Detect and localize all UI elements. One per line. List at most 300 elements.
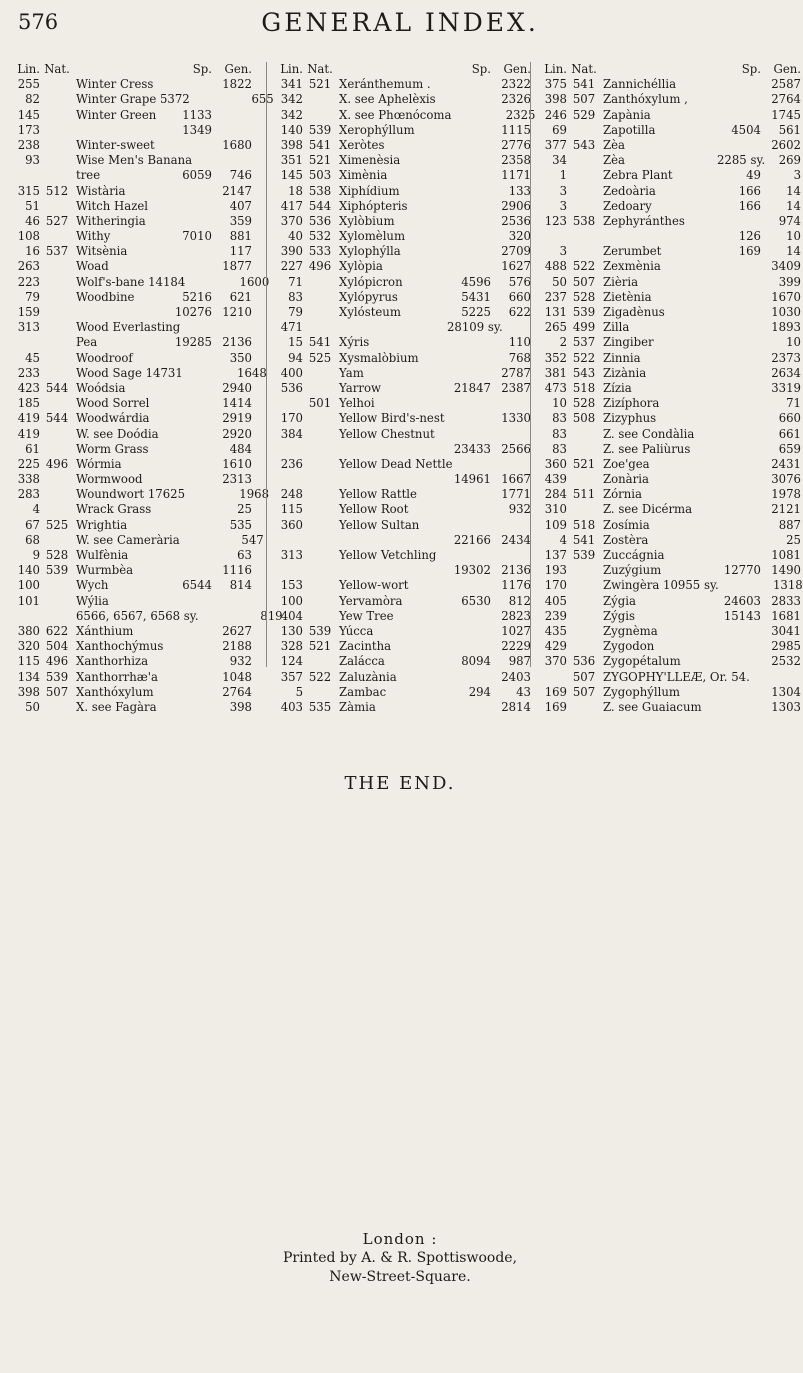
- entry-gen: 2121: [771, 502, 801, 517]
- entry-name: Zebra Plant: [603, 168, 673, 183]
- index-entry: [10, 305, 252, 320]
- entry-lin: 16: [25, 244, 40, 259]
- entry-name: Yellow Chestnut: [339, 426, 435, 441]
- entry-name: Xeránthemum .: [339, 77, 431, 92]
- entry-gen: 2634: [771, 365, 801, 380]
- index-entry: [537, 518, 801, 533]
- entry-gen: 2919: [222, 411, 252, 426]
- entry-lin: 169: [544, 699, 567, 714]
- entry-nat: 543: [572, 365, 596, 380]
- entry-lin: 18: [288, 183, 303, 198]
- entry-name: Zacintha: [339, 639, 392, 654]
- index-entry: [10, 290, 252, 305]
- entry-sp: 8094: [461, 654, 491, 669]
- index-entry: [273, 594, 531, 609]
- entry-name: Zonària: [603, 472, 649, 487]
- index-entry: [273, 685, 531, 700]
- index-entry: [273, 624, 531, 639]
- entry-lin: 223: [17, 274, 40, 289]
- entry-gen: 25: [237, 502, 252, 517]
- entry-lin: 381: [544, 365, 567, 380]
- entry-name: Wolf's-bane 14184: [76, 274, 186, 289]
- entry-nat: 521: [572, 456, 596, 471]
- index-entry: [273, 670, 531, 685]
- index-entry: [10, 578, 252, 593]
- index-entry: [10, 427, 252, 442]
- imprint-city: London :: [362, 1230, 438, 1248]
- index-entry: [10, 518, 252, 533]
- entry-name: Zietènia: [603, 289, 652, 304]
- index-entry: [537, 123, 801, 138]
- entry-gen: 1822: [222, 77, 252, 92]
- column-header: [537, 62, 801, 77]
- entry-lin: 68: [25, 532, 40, 547]
- entry-gen: 1680: [222, 137, 252, 152]
- entry-gen: 814: [229, 578, 252, 593]
- entry-lin: 124: [280, 654, 303, 669]
- entry-lin: 4: [32, 502, 40, 517]
- index-entry: [10, 457, 252, 472]
- entry-name: Ximenèsia: [339, 153, 401, 168]
- entry-name: Yew Tree: [339, 608, 394, 623]
- entry-gen: 1030: [771, 305, 801, 319]
- entry-lin: 328: [280, 639, 303, 654]
- entry-name: X. see Fagàra: [76, 699, 157, 714]
- entry-sp: 22166: [453, 532, 491, 547]
- entry-lin: 61: [25, 441, 40, 456]
- entry-gen: 1771: [501, 487, 531, 502]
- entry-name: Wood Everlasting: [76, 320, 181, 335]
- entry-nat: 507: [572, 92, 596, 107]
- index-entry: [273, 366, 531, 381]
- entry-lin: 255: [17, 77, 40, 92]
- entry-gen: 661: [778, 426, 801, 441]
- index-entry: [273, 335, 531, 350]
- index-entry: [10, 229, 252, 244]
- index-entry: [537, 335, 801, 350]
- entry-nat: 541: [572, 532, 596, 547]
- entry-name: Z. see Condàlia: [603, 426, 695, 441]
- index-entry: [10, 502, 252, 517]
- entry-sp: 7010: [182, 229, 212, 244]
- entry-gen: 2403: [501, 669, 531, 684]
- entry-lin: 417: [280, 198, 303, 213]
- entry-name: Xysmalòbium: [339, 350, 419, 365]
- entry-lin: 115: [280, 502, 303, 517]
- entry-name: Xanthóxylum: [76, 684, 154, 699]
- entry-name: Xiphídium: [339, 183, 400, 198]
- entry-lin: 342: [280, 92, 303, 107]
- index-entry: [537, 442, 801, 457]
- index-entry: [273, 411, 531, 426]
- entry-sp: 6059: [182, 168, 212, 183]
- index-entry: [273, 77, 531, 92]
- entry-gen: 484: [229, 441, 252, 456]
- entry-lin: 313: [17, 320, 40, 335]
- entry-gen: 1330: [501, 411, 531, 426]
- entry-gen: 2823: [501, 608, 531, 623]
- entry-lin: 3: [559, 244, 567, 259]
- entry-sp: 2285 sy.: [717, 153, 766, 168]
- entry-nat: 503: [308, 168, 332, 183]
- entry-lin: 338: [17, 472, 40, 487]
- entry-gen: 1610: [222, 456, 252, 471]
- entry-name: Wórmia: [76, 456, 122, 471]
- entry-gen: 1176: [501, 578, 531, 593]
- entry-nat: 501: [308, 396, 332, 411]
- entry-name: Yervamòra: [339, 593, 403, 608]
- entry-nat: 529: [572, 107, 596, 122]
- index-entry: [10, 335, 252, 350]
- entry-nat: 543: [572, 137, 596, 152]
- header-sp: Sp.: [471, 62, 491, 76]
- entry-gen: 621: [229, 289, 252, 304]
- entry-lin: 170: [544, 578, 567, 593]
- entry-lin: 352: [544, 350, 567, 365]
- column-header: [273, 62, 531, 77]
- entry-name: Zygopétalum: [603, 654, 681, 669]
- entry-lin: 15: [288, 335, 303, 350]
- index-entry: [273, 563, 531, 578]
- index-entry: [537, 381, 801, 396]
- index-entry: [10, 153, 252, 168]
- index-entry: [537, 366, 801, 381]
- entry-name: W. see Camerària: [76, 532, 180, 547]
- entry-gen: 659: [778, 441, 801, 456]
- entry-name: Zedoària: [603, 183, 656, 198]
- entry-lin: 248: [280, 487, 303, 502]
- entry-nat: 536: [308, 213, 332, 228]
- entry-gen: 110: [508, 335, 531, 350]
- index-column-2: [266, 62, 536, 714]
- index-entry: [273, 184, 531, 199]
- entry-nat: 537: [572, 335, 596, 350]
- index-entry: [537, 184, 801, 199]
- entry-lin: 40: [288, 229, 303, 244]
- entry-lin: 2: [559, 335, 567, 350]
- entry-gen: 746: [229, 168, 252, 183]
- entry-gen: 3409: [771, 259, 801, 274]
- the-end: THE END.: [344, 773, 456, 794]
- entry-name: Z. see Dicérma: [603, 502, 693, 517]
- entry-lin: 153: [280, 578, 303, 593]
- index-entry: [273, 457, 531, 472]
- entry-sp: 4596: [461, 274, 491, 289]
- entry-gen: 547: [241, 532, 264, 547]
- index-entry: [10, 548, 252, 563]
- index-entry: [273, 259, 531, 274]
- index-entry: [273, 305, 531, 320]
- entry-gen: 10: [786, 229, 801, 244]
- entry-lin: 145: [17, 107, 40, 122]
- entry-gen: 1490: [771, 563, 801, 578]
- entry-nat: 532: [308, 229, 332, 244]
- entry-lin: 239: [544, 608, 567, 623]
- entry-lin: 34: [552, 153, 567, 168]
- index-entry: [273, 153, 531, 168]
- header-gen: Gen.: [224, 62, 252, 76]
- entry-sp: 23433: [453, 441, 491, 456]
- index-entry: [537, 670, 801, 685]
- header-lin: Lin.: [280, 62, 303, 76]
- index-entry: [537, 168, 801, 183]
- entry-name: Zièria: [603, 274, 639, 289]
- entry-gen: 2136: [501, 563, 531, 578]
- entry-nat: 507: [572, 274, 596, 289]
- entry-name: Wrack Grass: [76, 502, 152, 517]
- header-nat: Nat.: [571, 62, 597, 76]
- index-entry: [10, 108, 252, 123]
- entry-nat: 544: [45, 411, 69, 426]
- entry-name: Zuzýgium: [603, 563, 662, 578]
- index-entry: [273, 487, 531, 502]
- entry-name: Zízia: [603, 380, 632, 395]
- entry-name: Witch Hazel: [76, 198, 149, 213]
- entry-lin: 238: [17, 137, 40, 152]
- entry-sp: 10276: [174, 305, 212, 319]
- entry-name: Zapània: [603, 107, 651, 122]
- index-entry: [10, 487, 270, 502]
- entry-lin: 137: [544, 548, 567, 562]
- entry-lin: 398: [280, 137, 303, 152]
- entry-gen: 399: [778, 274, 801, 289]
- header-lin: Lin.: [17, 62, 40, 76]
- index-entry: [537, 563, 801, 578]
- entry-nat: 496: [45, 456, 69, 471]
- entry-gen: 3319: [771, 380, 801, 395]
- entry-gen: 2764: [222, 684, 252, 699]
- index-entry: [273, 123, 531, 138]
- index-entry: [537, 594, 801, 609]
- entry-lin: 357: [280, 669, 303, 684]
- entry-gen: 660: [778, 411, 801, 426]
- entry-gen: 14: [786, 244, 801, 259]
- entry-name: Worm Grass: [76, 441, 149, 456]
- entry-name: Zingiber: [603, 335, 654, 350]
- entry-name: Zwingèra 10955 sy.: [603, 578, 719, 593]
- index-entry: [10, 411, 252, 426]
- entry-lin: 1: [559, 168, 567, 183]
- entry-nat: 507: [572, 669, 596, 684]
- index-entry: [10, 442, 252, 457]
- index-entry: [537, 290, 801, 305]
- entry-name: Zygnèma: [603, 623, 658, 638]
- entry-lin: 79: [288, 305, 303, 319]
- entry-name: Xylomèlum: [339, 229, 406, 244]
- entry-nat: 537: [45, 244, 69, 259]
- entry-lin: 375: [544, 77, 567, 92]
- index-entry: [537, 639, 801, 654]
- entry-name: Zostèra: [603, 532, 649, 547]
- entry-lin: 403: [280, 699, 303, 714]
- entry-name: X. see Aphelèxis: [339, 92, 436, 107]
- entry-lin: 419: [17, 426, 40, 441]
- entry-gen: 1670: [771, 289, 801, 304]
- entry-gen: 2326: [501, 92, 531, 107]
- entry-name: Winter Green: [76, 107, 157, 122]
- entry-gen: 1414: [222, 396, 252, 411]
- index-entry: [273, 427, 531, 442]
- entry-lin: 170: [280, 411, 303, 426]
- entry-gen: 2431: [771, 456, 801, 471]
- index-entry: [10, 563, 252, 578]
- entry-name: Wýlia: [76, 593, 109, 608]
- index-entry: [537, 77, 801, 92]
- index-entry: [10, 274, 270, 290]
- entry-lin: 370: [544, 654, 567, 669]
- header-gen: Gen.: [503, 62, 531, 76]
- header-gen: Gen.: [773, 62, 801, 76]
- entry-nat: 504: [45, 639, 69, 654]
- entry-lin: 94: [288, 350, 303, 365]
- entry-gen: 987: [508, 654, 531, 669]
- entry-lin: 69: [552, 122, 567, 137]
- entry-name: Zedoary: [603, 198, 652, 213]
- entry-name: Zýgia: [603, 593, 636, 608]
- index-entry: [537, 138, 801, 153]
- entry-name: Wurmbèa: [76, 563, 134, 578]
- entry-nat: 518: [572, 517, 596, 532]
- entry-gen: 2602: [771, 137, 801, 152]
- index-entry: [537, 305, 801, 320]
- entry-lin: 225: [17, 456, 40, 471]
- entry-gen: 2532: [771, 654, 801, 669]
- entry-lin: 79: [25, 289, 40, 304]
- entry-gen: 932: [229, 654, 252, 669]
- entry-lin: 173: [17, 122, 40, 137]
- entry-gen: 2373: [771, 350, 801, 365]
- index-entry: [10, 396, 252, 411]
- entry-name: 6566, 6567, 6568 sy.: [76, 608, 199, 623]
- entry-name: Yellow Sultan: [339, 517, 420, 532]
- entry-name: Xiphópteris: [339, 198, 408, 213]
- entry-nat: 544: [45, 380, 69, 395]
- entry-name: Pea: [76, 335, 98, 350]
- index-entry: [273, 275, 531, 290]
- entry-nat: 539: [45, 563, 69, 578]
- entry-nat: 544: [308, 198, 332, 213]
- entry-lin: 536: [280, 380, 303, 395]
- entry-sp: 166: [738, 198, 761, 213]
- entry-name: W. see Doódia: [76, 426, 159, 441]
- entry-lin: 159: [17, 305, 40, 319]
- entry-sp: 28109 sy.: [447, 320, 503, 335]
- entry-name: Zapotilla: [603, 122, 656, 137]
- entry-name: Woódsia: [76, 380, 126, 395]
- entry-gen: 622: [508, 305, 531, 319]
- index-entry: [10, 244, 252, 259]
- entry-lin: 185: [17, 396, 40, 411]
- entry-lin: 50: [552, 274, 567, 289]
- entry-lin: 237: [544, 289, 567, 304]
- entry-name: Zaluzània: [339, 669, 397, 684]
- entry-lin: 134: [17, 669, 40, 684]
- index-entry: [537, 487, 801, 502]
- entry-lin: 10: [552, 396, 567, 411]
- entry-gen: 561: [778, 122, 801, 137]
- index-entry: [273, 381, 531, 396]
- entry-name: Xylòpia: [339, 259, 383, 274]
- entry-lin: 93: [25, 153, 40, 168]
- entry-name: Ximènia: [339, 168, 388, 183]
- entry-gen: 660: [508, 289, 531, 304]
- entry-lin: 377: [544, 137, 567, 152]
- entry-lin: 67: [25, 517, 40, 532]
- entry-name: Xylópicron: [339, 274, 403, 289]
- entry-nat: 528: [45, 548, 69, 562]
- header-nat: Nat.: [44, 62, 70, 76]
- entry-lin: 83: [552, 426, 567, 441]
- index-entry: [537, 411, 801, 426]
- entry-gen: 2434: [501, 532, 531, 547]
- entry-gen: 320: [508, 229, 531, 244]
- entry-gen: 14: [786, 183, 801, 198]
- entry-nat: 539: [45, 669, 69, 684]
- entry-nat: 528: [572, 289, 596, 304]
- entry-name: Yam: [339, 365, 364, 380]
- entry-name: Zýgis: [603, 608, 635, 623]
- entry-gen: 1968: [239, 487, 270, 502]
- index-entry: [537, 700, 801, 715]
- index-entry: [537, 351, 801, 366]
- entry-gen: 1893: [771, 320, 801, 335]
- entry-gen: 887: [778, 517, 801, 532]
- index-entry: [10, 472, 252, 487]
- entry-lin: 3: [559, 183, 567, 198]
- entry-nat: 541: [308, 335, 332, 350]
- entry-gen: 1048: [222, 669, 252, 684]
- index-entry: [273, 138, 531, 153]
- entry-name: Wood Sorrel: [76, 396, 150, 411]
- entry-name: Zalácca: [339, 654, 385, 669]
- entry-gen: 1681: [771, 608, 801, 623]
- entry-name: Withy: [76, 229, 111, 244]
- entry-lin: 51: [25, 198, 40, 213]
- entry-gen: 2920: [222, 426, 252, 441]
- entry-lin: 100: [280, 593, 303, 608]
- entry-name: Winter-sweet: [76, 137, 155, 152]
- entry-lin: 435: [544, 623, 567, 638]
- entry-gen: 932: [508, 502, 531, 517]
- index-entry: [537, 502, 801, 517]
- entry-gen: 1667: [501, 472, 531, 487]
- entry-lin: 370: [280, 213, 303, 228]
- entry-lin: 169: [544, 684, 567, 699]
- entry-lin: 263: [17, 259, 40, 274]
- entry-lin: 265: [544, 320, 567, 335]
- index-entry: [273, 214, 531, 229]
- entry-nat: 536: [572, 654, 596, 669]
- entry-gen: 2358: [501, 153, 531, 168]
- header-sp: Sp.: [192, 62, 212, 76]
- index-entry: [10, 184, 252, 199]
- index-entry: [537, 548, 801, 563]
- entry-gen: 819: [260, 608, 283, 623]
- entry-nat: 499: [572, 320, 596, 335]
- entry-gen: 1210: [222, 305, 252, 319]
- entry-name: Xylophýlla: [339, 244, 401, 259]
- entry-nat: 539: [308, 122, 332, 137]
- index-entry: [10, 259, 252, 274]
- entry-name: Zygodon: [603, 639, 655, 654]
- entry-gen: 133: [508, 183, 531, 198]
- index-entry: [537, 92, 801, 107]
- entry-name: Zannichéllia: [603, 77, 677, 92]
- entry-nat: 521: [308, 153, 332, 168]
- entry-name: Xýris: [339, 335, 370, 350]
- entry-sp: 19302: [453, 563, 491, 578]
- entry-lin: 123: [544, 213, 567, 228]
